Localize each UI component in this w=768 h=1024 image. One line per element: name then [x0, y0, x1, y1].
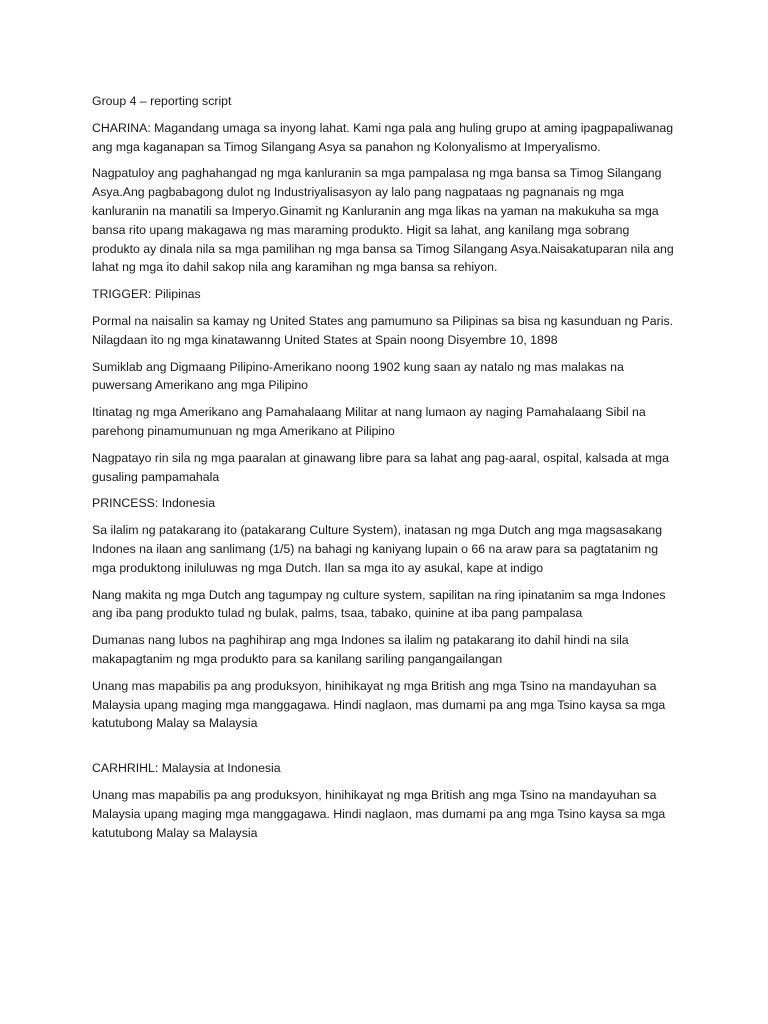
- section-heading-princess: [92, 494, 692, 513]
- section-heading-carhrihl: [92, 759, 692, 778]
- text-line: Itinatag ng mga Amerikano ang Pamahalaang Militar at nang lumaon ay naging Pamahalaang Sibil na: [92, 405, 646, 420]
- text-line: ang mga kaganapan sa Timog Silangang Asya sa panahon ng Kolonyalismo at Imperyalismo.: [92, 139, 601, 154]
- text-line: makapagtanim ng mga produkto para sa kanilang sariling pangangailangan: [92, 651, 503, 666]
- blank-line: [92, 741, 692, 759]
- text-line: Dumanas nang lubos na paghihirap ang mga Indones sa ilalim ng patakarang ito dahil hindi na sila: [92, 633, 629, 648]
- text-line: Nang makita ng mga Dutch ang tagumpay ng culture system, sapilitan na ring ipinatanim sa mga Indones: [92, 587, 666, 602]
- paragraph-pilipinas-2: [92, 358, 692, 396]
- text-line: CARHRIHL: Malaysia at Indonesia: [92, 761, 281, 776]
- paragraph-charina-intro: [92, 119, 692, 157]
- paragraph-charina-body: [92, 164, 692, 277]
- document-title: [92, 92, 692, 111]
- paragraph-pilipinas-4: [92, 449, 692, 487]
- text-line: gusaling pampamahala: [92, 469, 220, 484]
- text-line: mga produktong iniluluwas ng mga Dutch. Ilan sa mga ito ay asukal, kape at indigo: [92, 560, 544, 575]
- text-line: katutubong Malay sa Malaysia: [92, 825, 258, 840]
- text-line: Nagpatayo rin sila ng mga paaralan at ginawang libre para sa lahat ang pag-aaral, ospital, kalsada at mga: [92, 450, 669, 465]
- text-line: Unang mas mapabilis pa ang produksyon, hinihikayat ng mga British ang mga Tsino na mandayuhan sa: [92, 678, 657, 693]
- paragraph-indonesia-1: [92, 521, 692, 577]
- text-line: ang iba pang produkto tulad ng bulak, palms, tsaa, tabako, quinine at iba pang pampalasa: [92, 606, 583, 621]
- text-line: parehong pinamumunuan ng mga Amerikano at Pilipino: [92, 423, 395, 438]
- text-line: Sa ilalim ng patakarang ito (patakarang Culture System), inatasan ng mga Dutch ang mga magsasakang: [92, 523, 663, 538]
- text-line: katutubong Malay sa Malaysia: [92, 716, 258, 731]
- text-line: lahat ng mga ito dahil sakop nila ang karamihan ng mga bansa sa rehiyon.: [92, 260, 498, 275]
- text-line: Malaysia upang maging mga manggagawa. Hindi naglaon, mas dumami pa ang mga Tsino kaysa sa mga: [92, 697, 666, 712]
- text-line: TRIGGER: Pilipinas: [92, 287, 201, 302]
- paragraph-malaysia-1: [92, 786, 692, 842]
- text-line: Asya.Ang pagbabagong dulot ng Industriyalisasyon ay lalo pang nagpataas ng pagnanais ng mga: [92, 185, 624, 200]
- document-body: [92, 92, 692, 850]
- text-line: Malaysia upang maging mga manggagawa. Hindi naglaon, mas dumami pa ang mga Tsino kaysa sa mga: [92, 806, 666, 821]
- text-line: kanluranin na manatili sa Imperyo.Ginamit ng Kanluranin ang mga likas na yaman na makukuha sa mga: [92, 203, 659, 218]
- text-line: Indones na ilaan ang sanlimang (1/5) na bahagi ng kaniyang lupain o 66 na araw para sa pagtatanim ng: [92, 541, 659, 556]
- text-line: Nagpatuloy ang paghahangad ng mga kanluranin sa mga pampalasa ng mga bansa sa Timog Silangang: [92, 166, 662, 181]
- paragraph-indonesia-4: [92, 677, 692, 733]
- text-line: bansa rito upang makagawa ng mas maraming produkto. Higit sa lahat, ang kanilang mga sobrang: [92, 222, 630, 237]
- text-line: Sumiklab ang Digmaang Pilipino-Amerikano noong 1902 kung saan ay natalo ng mas malakas na: [92, 359, 624, 374]
- section-heading-trigger: [92, 285, 692, 304]
- paragraph-indonesia-2: [92, 586, 692, 624]
- paragraph-indonesia-3: [92, 631, 692, 669]
- text-line: CHARINA: Magandang umaga sa inyong lahat. Kami nga pala ang huling grupo at aming ipagpapaliwanag: [92, 120, 674, 135]
- text-line: Group 4 – reporting script: [92, 94, 232, 108]
- text-line: Nilagdaan ito ng mga kinatawanng United States at Spain noong Disyembre 10, 1898: [92, 332, 558, 347]
- paragraph-pilipinas-1: [92, 312, 692, 350]
- text-line: produkto ay dinala nila sa mga pamilihan ng mga bansa sa Timog Silangang Asya.Naisakatuparan nila ang: [92, 241, 674, 256]
- paragraph-pilipinas-3: [92, 403, 692, 441]
- text-line: puwersang Amerikano ang mga Pilipino: [92, 378, 309, 393]
- text-line: Pormal na naisalin sa kamay ng United States ang pamumuno sa Pilipinas sa bisa ng kasunduan ng Paris.: [92, 313, 674, 328]
- text-line: Unang mas mapabilis pa ang produksyon, hinihikayat ng mga British ang mga Tsino na mandayuhan sa: [92, 787, 657, 802]
- text-line: PRINCESS: Indonesia: [92, 496, 216, 511]
